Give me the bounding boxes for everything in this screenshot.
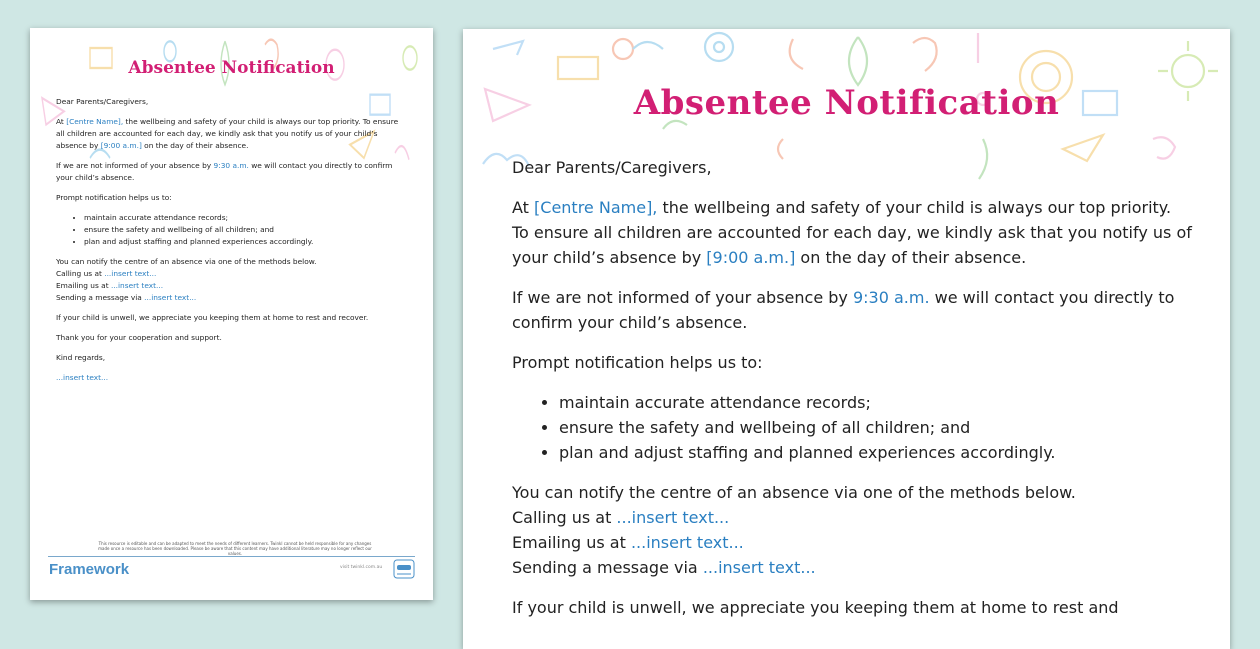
- list-item: • maintain accurate attendance records;: [84, 212, 406, 224]
- prompt-intro: Prompt notification helps us to:: [512, 353, 763, 372]
- paragraph-intro: At [Centre Name], the wellbeing and safety of your child is always our top priority. To ensure all children are accounted for each day, we kindly ask that you notify us of your child’s absence by [9:00 a.m.] on the day of their absence.: [56, 117, 399, 150]
- emailing-placeholder: ...insert text...: [630, 533, 744, 552]
- footer-brand: Framework: [49, 561, 130, 578]
- calling-placeholder: ...insert text...: [104, 269, 157, 278]
- document-page: [463, 29, 1230, 649]
- centre-name-placeholder: [Centre Name],: [66, 117, 124, 126]
- contact-methods: You can notify the centre of an absence via one of the methods below. Calling us at ...insert text... Emailing us at ...insert text... Sending a message via ...insert text...: [56, 257, 317, 302]
- page-title: Absentee Notification: [128, 58, 335, 78]
- greeting: Dear Parents/Caregivers,: [512, 158, 712, 177]
- document-thumbnail: [30, 28, 433, 600]
- deadline-time: [9:00 a.m.]: [100, 141, 142, 150]
- unwell-paragraph: If your child is unwell, we appreciate you keeping them at home to rest and recover.: [56, 313, 369, 322]
- signoff: Kind regards,: [56, 353, 106, 362]
- paragraph-followup: If we are not informed of your absence by 9:30 a.m. we will contact you directly to confirm your child’s absence.: [56, 161, 393, 182]
- greeting: Dear Parents/Caregivers,: [56, 97, 149, 106]
- sending-placeholder: ...insert text...: [144, 293, 197, 302]
- sending-placeholder: ...insert text...: [702, 558, 816, 577]
- deadline-time: [9:00 a.m.]: [706, 248, 796, 267]
- letter-body: [512, 155, 1192, 635]
- followup-time: 9:30 a.m.: [852, 288, 930, 307]
- footer-divider: [48, 556, 415, 557]
- followup-time: 9:30 a.m.: [213, 161, 249, 170]
- benefit-list: [512, 390, 1192, 465]
- list-item: • maintain accurate attendance records;: [559, 390, 1192, 415]
- list-item: • ensure the safety and wellbeing of all children; and: [559, 415, 1192, 440]
- signature-placeholder: ...insert text...: [56, 373, 109, 382]
- list-item: • plan and adjust staffing and planned experiences accordingly.: [84, 236, 406, 248]
- list-item: • ensure the safety and wellbeing of all children; and: [84, 224, 406, 236]
- footer-disclaimer: This resource is editable and can be adapted to meet the needs of different learners. Twinkl cannot be held responsible for any changes made once a resource has been downloaded. Please be aware that this content may have additional literature may no longer reflect our values.: [98, 541, 372, 556]
- centre-name-placeholder: [Centre Name],: [534, 198, 658, 217]
- paragraph-intro: At [Centre Name], the wellbeing and safety of your child is always our top priority. To ensure all children are accounted for each day, we kindly ask that you notify us of your child’s absence by [9:00 a.m.] on the day of their absence.: [512, 198, 1192, 267]
- letter-body: [56, 96, 406, 392]
- benefit-list: [56, 212, 406, 248]
- twinkl-logo-icon: [393, 559, 415, 579]
- page-title: Absentee Notification: [633, 83, 1060, 123]
- paragraph-followup: If we are not informed of your absence by 9:30 a.m. we will contact you directly to confirm your child’s absence.: [512, 288, 1175, 332]
- thanks-paragraph: Thank you for your cooperation and support.: [56, 333, 222, 342]
- contact-methods: You can notify the centre of an absence via one of the methods below. Calling us at ...insert text... Emailing us at ...insert text... Sending a message via ...insert text...: [512, 483, 1076, 577]
- calling-placeholder: ...insert text...: [616, 508, 730, 527]
- prompt-intro: Prompt notification helps us to:: [56, 193, 172, 202]
- emailing-placeholder: ...insert text...: [110, 281, 164, 290]
- unwell-paragraph: If your child is unwell, we appreciate you keeping them at home to rest and: [512, 598, 1119, 617]
- list-item: • plan and adjust staffing and planned experiences accordingly.: [559, 440, 1192, 465]
- footer-url: visit twinkl.com.au: [340, 565, 383, 570]
